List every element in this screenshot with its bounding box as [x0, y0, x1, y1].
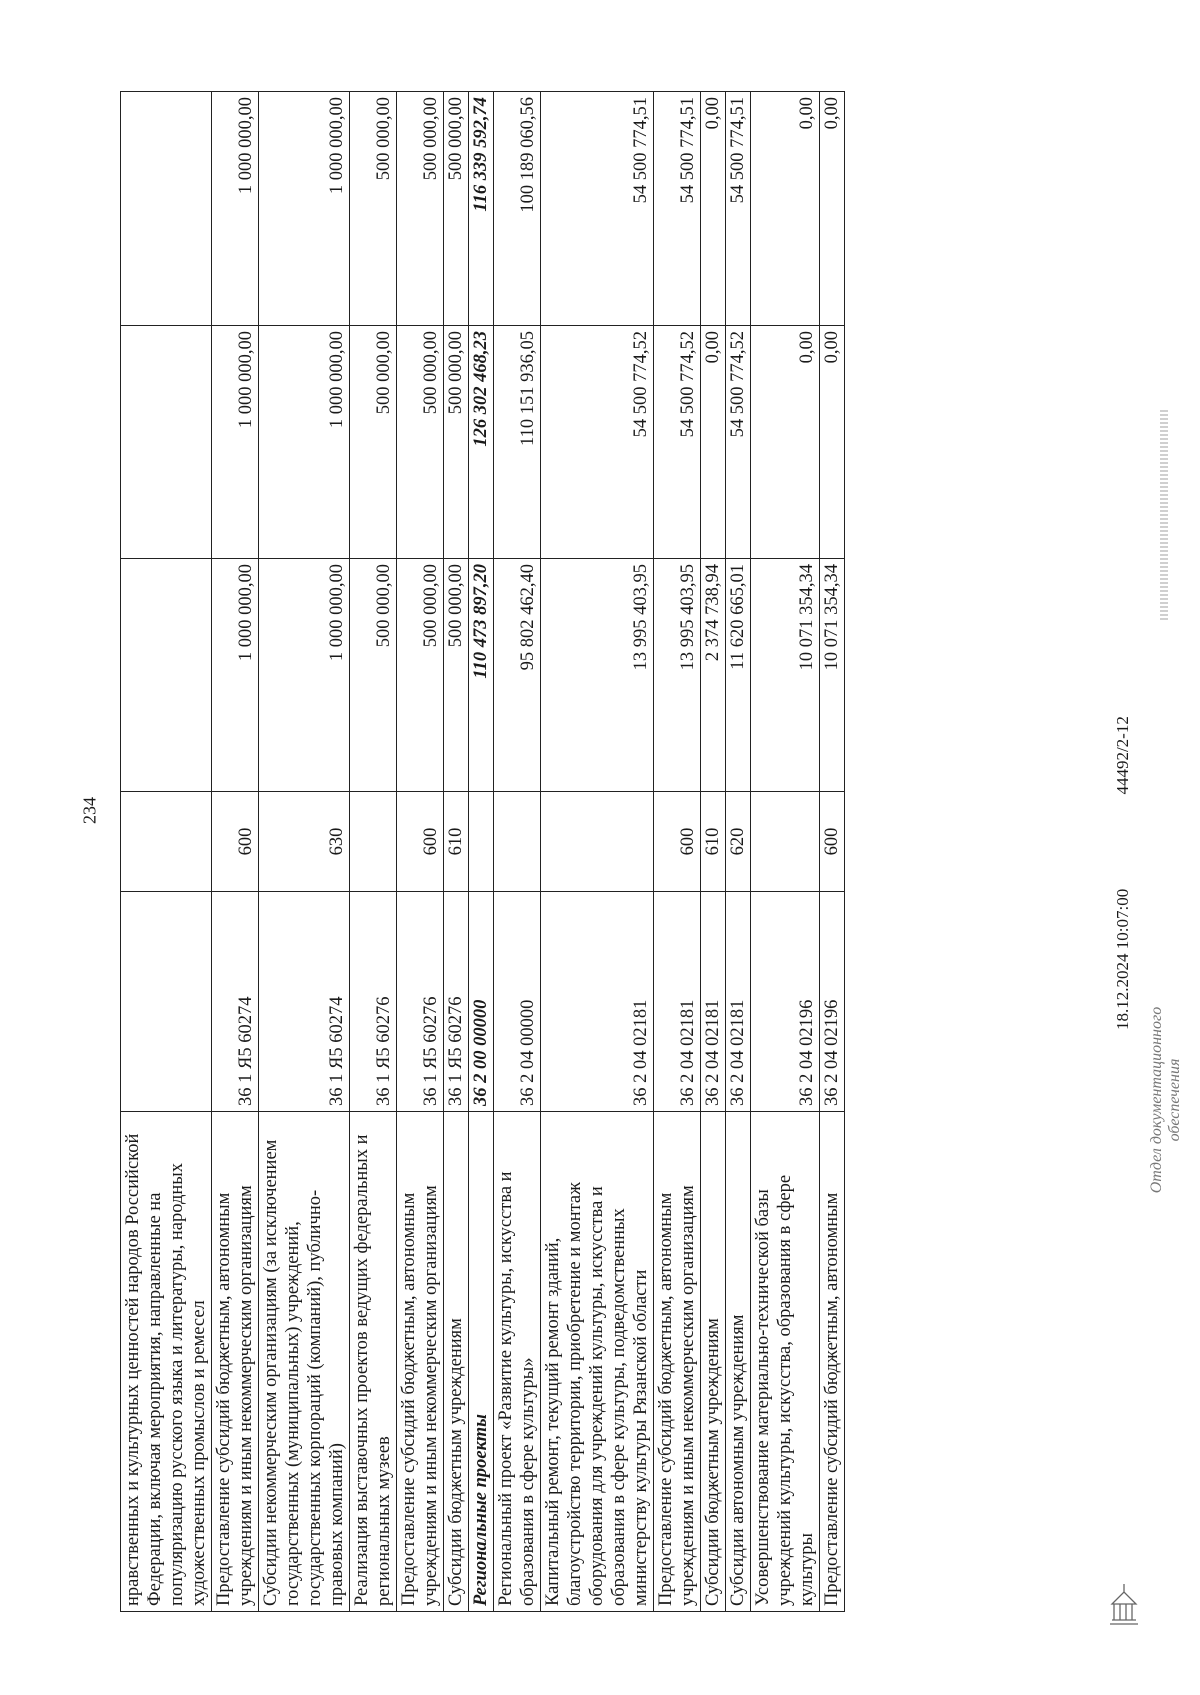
footer-date: 18.12.2024 10:07:00 — [1113, 888, 1132, 1030]
row-value-2024: 13 995 403,95 — [654, 559, 701, 792]
row-value-2026 — [121, 92, 212, 326]
row-code: 36 1 Я5 60274 — [259, 892, 350, 1112]
row-value-2024: 11 620 665,01 — [726, 559, 751, 792]
row-name: Капитальный ремонт, текущий ремонт зданий, благоустройство территории, приобретение и монтаж оборудования для учреждений культуры, искусства и образования в сфере культуры, подведомственных министерству культуры Рязанской области — [541, 1112, 654, 1612]
table-row — [469, 92, 494, 1612]
row-value-2025: 500 000,00 — [397, 326, 444, 559]
row-value-2025: 54 500 774,52 — [654, 326, 701, 559]
row-value-2026: 1 000 000,00 — [212, 92, 259, 326]
row-value-2026: 0,00 — [701, 92, 726, 326]
row-value-2026: 500 000,00 — [397, 92, 444, 326]
row-value-2026: 500 000,00 — [444, 92, 469, 326]
row-code — [121, 892, 212, 1112]
table-row — [751, 92, 820, 1612]
row-code: 36 1 Я5 60276 — [444, 892, 469, 1112]
row-value-2026: 0,00 — [751, 92, 820, 326]
row-value-2024: 13 995 403,95 — [541, 559, 654, 792]
row-value-2025: 500 000,00 — [444, 326, 469, 559]
row-value-2026: 1 000 000,00 — [259, 92, 350, 326]
row-code: 36 2 04 02181 — [541, 892, 654, 1112]
row-value-2024: 500 000,00 — [397, 559, 444, 792]
row-name: Усовершенствование материально-технической базы учреждений культуры, искусства, образования в сфере культуры — [751, 1112, 820, 1612]
table-row — [212, 92, 259, 1612]
row-value-2024: 2 374 738,94 — [701, 559, 726, 792]
row-code: 36 2 04 00000 — [494, 892, 541, 1112]
row-value-2025: 110 151 936,05 — [494, 326, 541, 559]
row-vr: 620 — [726, 792, 751, 892]
stamp-line-2: обеспечения — [1166, 1058, 1183, 1142]
row-vr: 610 — [701, 792, 726, 892]
row-vr — [350, 792, 397, 892]
row-name: Предоставление субсидий бюджетным, автономным учреждениям и иным некоммерческим организациям — [397, 1112, 444, 1612]
budget-table-body — [121, 92, 845, 1612]
row-value-2026: 500 000,00 — [350, 92, 397, 326]
row-vr: 630 — [259, 792, 350, 892]
row-value-2025: 126 302 468,23 — [469, 326, 494, 559]
row-value-2026: 54 500 774,51 — [541, 92, 654, 326]
row-value-2025: 1 000 000,00 — [212, 326, 259, 559]
table-row — [654, 92, 701, 1612]
row-name: Предоставление субсидий бюджетным, автономным учреждениям и иным некоммерческим организациям — [654, 1112, 701, 1612]
table-row — [121, 92, 212, 1612]
row-value-2024: 10 071 354,34 — [820, 559, 845, 792]
row-vr: 610 — [444, 792, 469, 892]
department-stamp — [1148, 970, 1184, 1230]
row-vr — [469, 792, 494, 892]
row-code: 36 2 04 02181 — [726, 892, 751, 1112]
row-code: 36 1 Я5 60276 — [350, 892, 397, 1112]
row-code: 36 2 04 02196 — [751, 892, 820, 1112]
row-vr — [121, 792, 212, 892]
table-row — [820, 92, 845, 1612]
row-value-2025: 54 500 774,52 — [726, 326, 751, 559]
row-vr — [751, 792, 820, 892]
row-vr — [541, 792, 654, 892]
row-value-2024: 10 071 354,34 — [751, 559, 820, 792]
row-code: 36 2 04 02196 — [820, 892, 845, 1112]
row-name: Предоставление субсидий бюджетным, автономным учреждениям и иным некоммерческим организациям — [212, 1112, 259, 1612]
emblem-icon — [1105, 1580, 1143, 1628]
row-value-2024: 500 000,00 — [350, 559, 397, 792]
row-code: 36 2 00 00000 — [469, 892, 494, 1112]
table-row — [350, 92, 397, 1612]
row-name: нравственных и культурных ценностей народов Российской Федерации, включая мероприятия, направленные на популяризацию русского языка и литературы, народных художественных промыслов и ремесел — [121, 1112, 212, 1612]
row-value-2024: 1 000 000,00 — [212, 559, 259, 792]
row-value-2025: 0,00 — [701, 326, 726, 559]
row-vr: 600 — [820, 792, 845, 892]
row-value-2025: 0,00 — [820, 326, 845, 559]
row-value-2024: 95 802 462,40 — [494, 559, 541, 792]
row-value-2025 — [121, 326, 212, 559]
row-name: Реализация выставочных проектов ведущих федеральных и региональных музеев — [350, 1112, 397, 1612]
row-value-2026: 100 189 060,56 — [494, 92, 541, 326]
row-name: Региональный проект «Развитие культуры, искусства и образования в сфере культуры» — [494, 1112, 541, 1612]
row-name: Субсидии бюджетным учреждениям — [701, 1112, 726, 1612]
stamp-line-1: Отдел документационного — [1148, 1006, 1165, 1194]
footer — [1113, 430, 1133, 1030]
row-code: 36 1 Я5 60274 — [212, 892, 259, 1112]
row-name: Субсидии бюджетным учреждениям — [444, 1112, 469, 1612]
row-value-2025: 0,00 — [751, 326, 820, 559]
row-value-2024 — [121, 559, 212, 792]
row-value-2026: 116 339 592,74 — [469, 92, 494, 326]
row-value-2026: 54 500 774,51 — [726, 92, 751, 326]
row-value-2026: 54 500 774,51 — [654, 92, 701, 326]
row-vr — [494, 792, 541, 892]
table-row — [726, 92, 751, 1612]
budget-table — [120, 91, 845, 1612]
table-row — [259, 92, 350, 1612]
row-value-2025: 500 000,00 — [350, 326, 397, 559]
row-name: Региональные проекты — [469, 1112, 494, 1612]
row-code: 36 1 Я5 60276 — [397, 892, 444, 1112]
row-value-2024: 500 000,00 — [444, 559, 469, 792]
row-name: Субсидии некоммерческим организациям (за исключением государственных (муниципальных) учреждений, государственных корпораций (компаний), публично-правовых компаний) — [259, 1112, 350, 1612]
row-value-2024: 110 473 897,20 — [469, 559, 494, 792]
table-row — [494, 92, 541, 1612]
row-name: Субсидии автономным учреждениям — [726, 1112, 751, 1612]
table-row — [541, 92, 654, 1612]
row-code: 36 2 04 02181 — [701, 892, 726, 1112]
row-vr: 600 — [397, 792, 444, 892]
row-value-2024: 1 000 000,00 — [259, 559, 350, 792]
rotated-table-wrapper — [120, 92, 1180, 1612]
table-row — [397, 92, 444, 1612]
scan-mark — [1160, 410, 1168, 620]
row-name: Предоставление субсидий бюджетным, автономным — [820, 1112, 845, 1612]
row-vr: 600 — [654, 792, 701, 892]
row-value-2026: 0,00 — [820, 92, 845, 326]
row-code: 36 2 04 02181 — [654, 892, 701, 1112]
row-vr: 600 — [212, 792, 259, 892]
row-value-2025: 54 500 774,52 — [541, 326, 654, 559]
page-number: 234 — [79, 797, 100, 824]
footer-doc-id: 44492/2-12 — [1113, 716, 1132, 795]
row-value-2025: 1 000 000,00 — [259, 326, 350, 559]
table-row — [444, 92, 469, 1612]
table-row — [701, 92, 726, 1612]
